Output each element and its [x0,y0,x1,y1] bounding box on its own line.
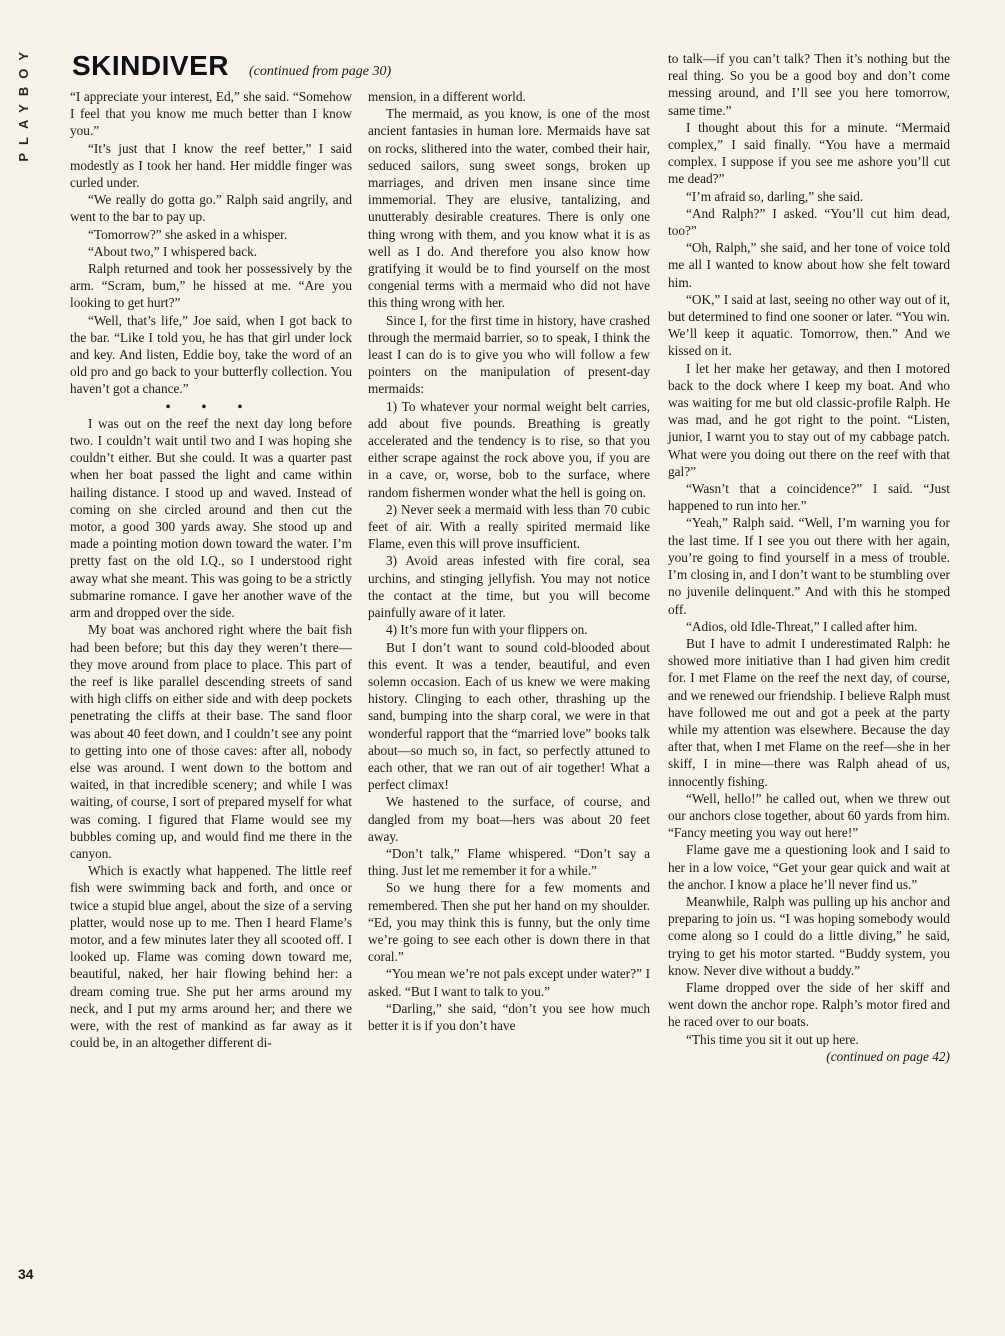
article-heading [72,50,391,82]
paragraph: But I don’t want to sound cold-blooded about this event. It was a tender, beautiful, and even solemn occasion. Each of us knew we were making history. Clinging to each other, thrashing up the sand, bumping into the sharp coral, we were in that wonderful rapport that the “married love” books talk about—so much so, in fact, so perfectly attuned to each other, that we ran out of air together! What a perfect climax! [368,639,650,793]
paragraph: Meanwhile, Ralph was pulling up his anchor and preparing to join us. “I was hoping somebody would come along so I could do a little diving,” he said, trying to get his motor started. “Buddy system, you know. Never dive without a buddy.” [668,893,950,978]
text-column-2 [368,88,650,1034]
section-separator: • • • [165,398,257,414]
paragraph: “It’s just that I know the reef better,” I said modestly as I took her hand. Her middle finger was curled under. [70,140,352,191]
paragraph: “This time you sit it out up here. [686,1031,859,1047]
paragraph: “Don’t talk,” Flame whispered. “Don’t say a thing. Just let me remember it for a while.” [368,845,650,879]
continued-from-note: (continued from page 30) [248,64,392,79]
paragraph: I thought about this for a minute. “Mermaid complex,” I said finally. “You have a mermaid complex. I suppose if you see me ashore you’ll cut me dead?” [668,119,950,187]
article-title: SKINDIVER [72,50,229,81]
paragraph: “OK,” I said at last, seeing no other way out of it, but determined to find one sooner or later. “You win. We’ll keep it aquatic. Tomorrow, then.” And we kissed on it. [668,291,950,359]
paragraph: “Well, that’s life,” Joe said, when I got back to the bar. “Like I told you, he has that girl under lock and key. And listen, Eddie boy, take the word of an old pro and go back to your butterfly collection. You haven’t got a chance.” [70,312,352,397]
paragraph: But I have to admit I underestimated Ralph: he showed more initiative than I had given him credit for. I met Flame on the reef the next day, of course, and we renewed our friendship. I believe Ralph must have followed me out and got a peek at the party while my attention was elsewhere. Because the day after that, when I met Flame on the reef—she in her skiff, I in mine—there was Ralph ahead of us, innocently fishing. [668,635,950,789]
paragraph: 4) It’s more fun with your flippers on. [386,622,588,638]
paragraph: My boat was anchored right where the bait fish had been before; but this day they weren’t there—they move around from place to place. This part of the reef is like parallel descending streets of sand with high cliffs on either side and with deep pockets penetrating the cliffs at their base. The sand floor was about 40 feet down, and I couldn’t see any point to getting into one of those caves: after all, nobody else was around. I went down to the bottom and waited, in that incredible scenery; and while I was waiting, of course, I sort of prepared myself for what was coming. I figured that Flame would see my bubbles coming up, and would find me there in the canyon. [70,622,352,861]
paragraph: “We really do gotta go.” Ralph said angrily, and went to the bar to pay up. [70,192,352,225]
paragraph: “Adios, old Idle-Threat,” I called after him. [686,618,918,634]
paragraph: “Tomorrow?” she asked in a whisper. [88,226,288,242]
paragraph: Flame gave me a questioning look and I said to her in a low voice, “Get your gear quick and wait at the anchor. I know a place he’ll never find us.” [668,842,950,892]
paragraph: Since I, for the first time in history, have crashed through the mermaid barrier, so to speak, I think the least I can do is to give you who will follow a few pointers on the manipulation of present-day mermaids: [368,312,650,397]
paragraph: mension, in a different world. [368,89,526,104]
paragraph: Flame dropped over the side of her skiff and went down the anchor rope. Ralph’s motor fired and he raced over to our boats. [668,979,950,1030]
paragraph: “You mean we’re not pals except under water?” I asked. “But I want to talk to you.” [368,966,650,999]
paragraph: So we hung there for a few moments and remembered. Then she put her hand on my shoulder. “Ed, you may think this is funny, but the only time we’re going to see each other is down there in that coral.” [368,880,650,965]
paragraph: 3) Avoid areas infested with fire coral, sea urchins, and stinging jellyfish. You may not notice the contact at the time, but you will become painfully aware of it later. [368,553,650,621]
paragraph: I was out on the reef the next day long before two. I couldn’t wait until two and I was hoping she couldn’t either. But she could. It was a quarter past when her boat passed the light and came within hailing distance. I stood up and waved. Instead of coming on she circled around and then cut the motor, a good 300 yards away. She stood up and made a pointing motion down toward the water. I’m pretty fast on the old I.Q., so I understood right away what she meant. This was going to be a strictly submarine romance. I gave her another wave of the arm and dropped over the side. [70,415,352,621]
text-column-3 [668,50,950,1065]
paragraph: “About two,” I whispered back. [88,243,258,259]
paragraph: “I’m afraid so, darling,” she said. [686,188,864,204]
paragraph: I let her make her getaway, and then I motored back to the dock where I keep my boat. And who was waiting for me but old classic-profile Ralph. He was mad, and he got right to the point. “Listen, junior, I warnt you to stay out of my cabbage patch. What were you doing out there on the reef with that gal?” [668,360,950,479]
magazine-spine: PLAYBOY [16,44,31,162]
paragraph: 2) Never seek a mermaid with less than 70 cubic feet of air. With a really spirited mermaid like Flame, even this will prove insufficient. [368,501,650,552]
paragraph: “Well, hello!” he called out, when we threw out our anchors close together, about 60 yards from him. “Fancy meeting you way out here!” [668,790,950,841]
page-number: 34 [18,1266,34,1282]
paragraph: The mermaid, as you know, is one of the most ancient fantasies in human lore. Mermaids have sat on rocks, slithered into the water, combed their hair, seduced sailors, sung sweet songs, broken up marriages, and driven men insane since time immemorial. They are elusive, tantalizing, and unutterably desirable creatures. There is only one thing wrong with them, and you know what it is as well as I do. And therefore you also know how gratifying it would be to find yourself on the most congenial terms with a mermaid who did not have this thing wrong with her. [368,106,650,311]
continued-on-note: (continued on page 42) [826,1048,950,1064]
paragraph: “I appreciate your interest, Ed,” she said. “Somehow I feel that you know me much better than I know you.” [70,89,352,139]
text-column-1 [70,88,352,1051]
paragraph: to talk—if you can’t talk? Then it’s nothing but the real thing. So you be a good boy and don’t come messing around, and I’ll see you here tomorrow, same time.” [668,51,950,118]
paragraph: “And Ralph?” I asked. “You’ll cut him dead, too?” [668,205,950,239]
paragraph: “Darling,” she said, “don’t you see how much better it is if you don’t have [368,1000,650,1033]
paragraph: “Oh, Ralph,” she said, and her tone of voice told me all I wanted to know about how she felt toward him. [668,240,950,290]
paragraph: 1) To whatever your normal weight belt carries, add about five pounds. Breathing is greatly accelerated and the tendency is to rise, so that you either scrape against the rock above you, if you are in a cave, or, worse, bob to the surface, where random fishermen wonder what the hell is going on. [368,398,650,500]
paragraph: We hastened to the surface, of course, and dangled from my boat—hers was about 20 feet away. [368,794,650,844]
paragraph: Which is exactly what happened. The little reef fish were swimming back and forth, and once or twice a stupid blue angel, about the size of a serving platter, would nose up to me. Then I heard Flame’s motor, and a few minutes later they all scooted off. I looked up. Flame was coming down toward me, beautiful, naked, her hair flowing behind her: a dream coming true. She put her arms around my neck, and I put my arms around her; and there we were, with the rest of mankind as far away as it could be, in an altogether different di- [70,863,352,1051]
paragraph: “Wasn’t that a coincidence?” I said. “Just happened to run into her.” [668,481,950,514]
paragraph: Ralph returned and took her possessively by the arm. “Scram, bum,” he hissed at me. “Are you looking to get hurt?” [70,261,352,311]
paragraph: “Yeah,” Ralph said. “Well, I’m warning you for the last time. If I see you out there with her again, you’re going to find yourself in a mess of trouble. I’m closing in, and I don’t want to be stumbling over no juvenile delinquent.” And with this he stomped off. [668,515,950,617]
